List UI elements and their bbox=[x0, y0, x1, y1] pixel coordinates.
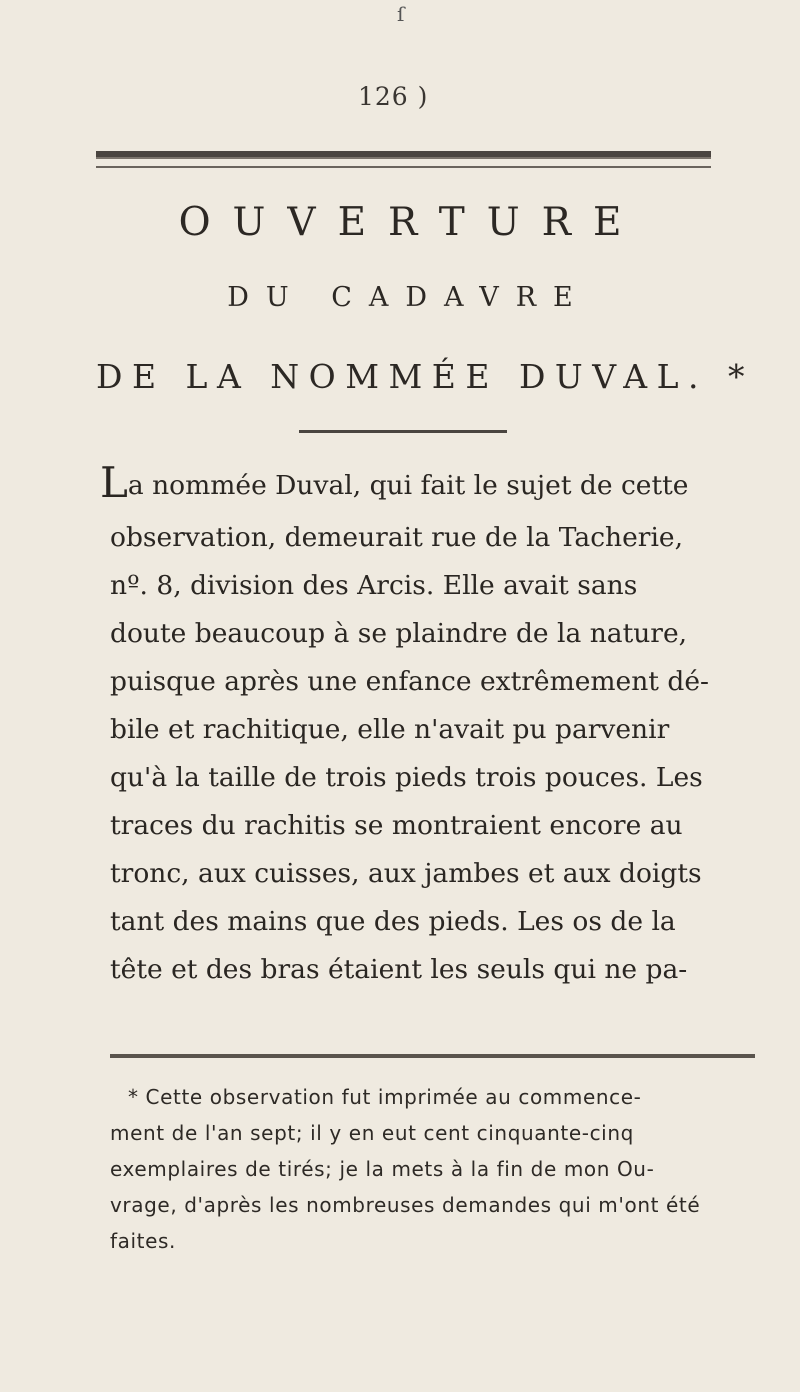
title-line-1: OUVERTURE bbox=[178, 200, 644, 245]
page-number: 126 ) bbox=[358, 82, 429, 111]
footnote-line-2: ment de l'an sept; il y en eut cent cinquante-cinq bbox=[110, 1121, 634, 1145]
title-rule bbox=[299, 430, 507, 433]
body-line-2: observation, demeurait rue de la Tacherie, bbox=[110, 522, 684, 553]
header-rule-thin bbox=[96, 166, 711, 168]
footnote-rule bbox=[110, 1054, 755, 1058]
footnote-line-5: faites. bbox=[110, 1229, 176, 1253]
body-line-1-text: a nommée Duval, qui fait le sujet de cette bbox=[127, 470, 689, 501]
title-line-2: DU CADAVRE bbox=[227, 282, 590, 313]
drop-cap: L bbox=[100, 458, 128, 507]
footnote-line-4: vrage, d'après les nombreuses demandes qui m'ont été bbox=[110, 1193, 701, 1217]
footnote-line-1: * Cette observation fut imprimée au commence- bbox=[128, 1085, 642, 1109]
body-line-1 bbox=[100, 458, 689, 507]
body-line-7: qu'à la taille de trois pieds trois pouces. Les bbox=[110, 762, 703, 793]
footnote-line-3: exemplaires de tirés; je la mets à la fin de mon Ou- bbox=[110, 1157, 655, 1181]
top-mark: ſ bbox=[397, 2, 405, 26]
body-line-10: tant des mains que des pieds. Les os de la bbox=[110, 906, 676, 937]
body-line-5: puisque après une enfance extrêmement dé- bbox=[110, 666, 709, 697]
header-rule bbox=[96, 151, 711, 159]
title-line-3: DE LA NOMMÉE DUVAL. * bbox=[96, 357, 755, 396]
body-line-9: tronc, aux cuisses, aux jambes et aux doigts bbox=[110, 858, 702, 889]
body-line-4: doute beaucoup à se plaindre de la nature, bbox=[110, 618, 688, 649]
body-line-8: traces du rachitis se montraient encore au bbox=[110, 810, 683, 841]
body-line-3: nº. 8, division des Arcis. Elle avait sans bbox=[110, 570, 638, 601]
body-line-11: tête et des bras étaient les seuls qui ne pa- bbox=[110, 954, 688, 985]
body-line-6: bile et rachitique, elle n'avait pu parvenir bbox=[110, 714, 670, 745]
